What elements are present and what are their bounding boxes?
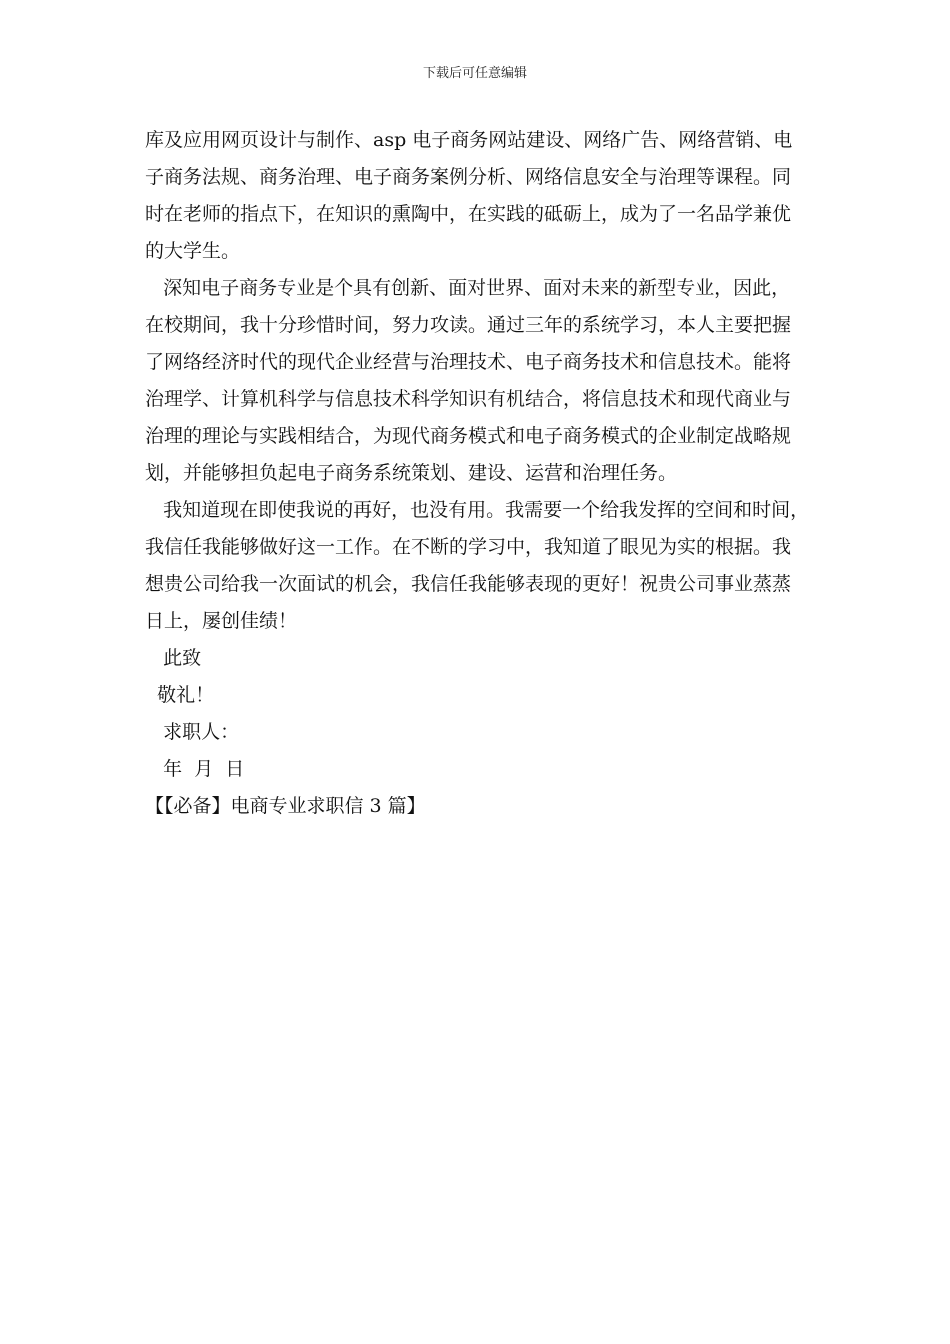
text-line: 我知道现在即使我说的再好，也没有用。我需要一个给我发挥的空间和时间， <box>145 499 810 521</box>
text-line: 时在老师的指点下，在知识的熏陶中，在实践的砥砺上，成为了一名品学兼优 <box>145 203 792 225</box>
page-header-note: 下载后可任意编辑 <box>422 66 527 81</box>
date-line: 年 月 日 <box>145 758 245 780</box>
text-line: 库及应用网页设计与制作、asp 电子商务网站建设、网络广告、网络营销、电 <box>145 129 793 151</box>
signature-line: 求职人： <box>145 721 240 743</box>
text-line: 治理学、计算机科学与信息技术科学知识有机结合，将信息技术和现代商业与 <box>145 388 792 410</box>
document-body <box>145 122 845 825</box>
text-line: 治理的理论与实践相结合，为现代商务模式和电子商务模式的企业制定战略规 <box>145 425 792 447</box>
text-line: 深知电子商务专业是个具有创新、面对世界、面对未来的新型专业，因此， <box>145 277 791 299</box>
section-title: 【【必备】电商专业求职信 3 篇】 <box>145 795 426 817</box>
text-line: 划，并能够担负起电子商务系统策划、建设、运营和治理任务。 <box>145 462 678 484</box>
text-line: 我信任我能够做好这一工作。在不断的学习中，我知道了眼见为实的根据。我 <box>145 536 792 558</box>
text-line: 在校期间，我十分珍惜时间，努力攻读。通过三年的系统学习，本人主要把握 <box>145 314 792 336</box>
text-line: 日上，屡创佳绩！ <box>145 610 298 632</box>
text-line: 子商务法规、商务治理、电子商务案例分析、网络信息安全与治理等课程。同 <box>145 166 792 188</box>
text-line: 了网络经济时代的现代企业经营与治理技术、电子商务技术和信息技术。能将 <box>145 351 792 373</box>
closing-line: 此致 <box>145 647 202 669</box>
text-line: 想贵公司给我一次面试的机会，我信任我能够表现的更好！祝贵公司事业蒸蒸 <box>145 573 792 595</box>
text-line: 的大学生。 <box>145 240 241 262</box>
salutation-line: 敬礼！ <box>145 684 215 706</box>
